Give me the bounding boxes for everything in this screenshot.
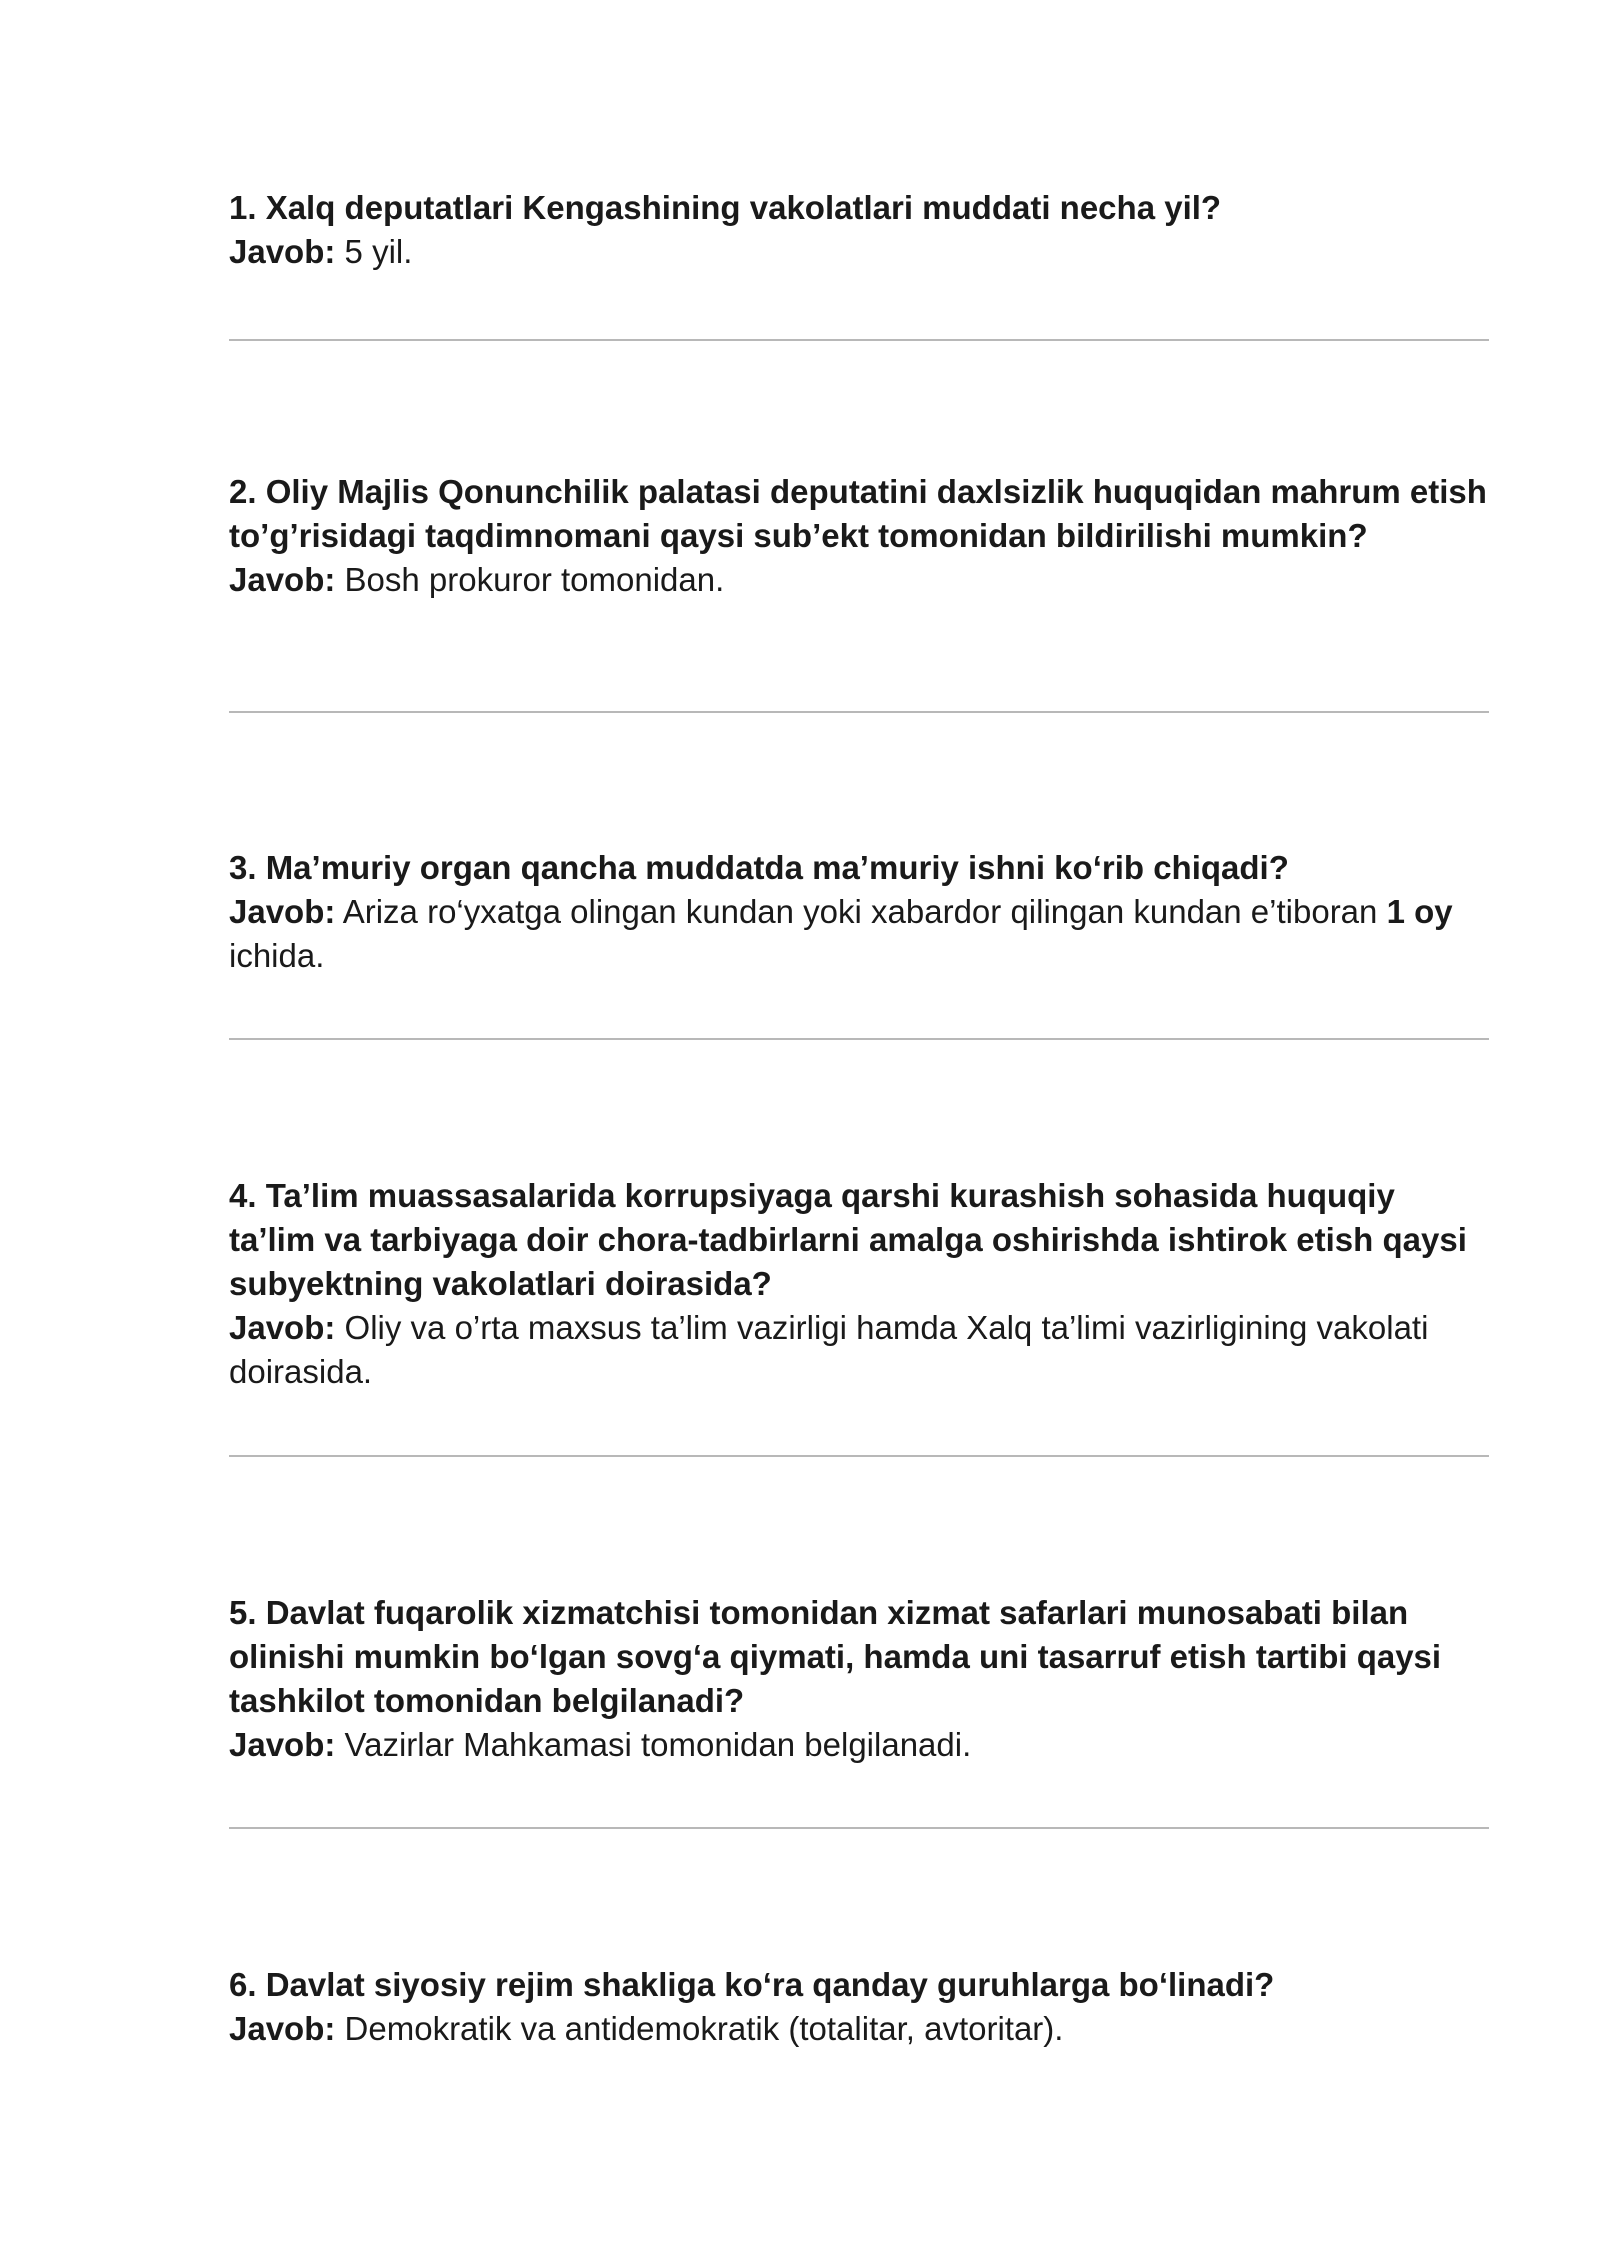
divider bbox=[229, 711, 1489, 713]
divider bbox=[229, 1827, 1489, 1829]
qa-item bbox=[229, 186, 1489, 274]
answer-text bbox=[229, 230, 1489, 274]
question-text: 2. Oliy Majlis Qonunchilik palatasi deputatini daxlsizlik huquqidan mahrum etish to’g’risidagi taqdimnomani qaysi sub’ekt tomonidan bildirilishi mumkin? bbox=[229, 473, 1487, 554]
answer-text bbox=[229, 1723, 1489, 1767]
answer-label: Javob: bbox=[229, 1309, 336, 1346]
answer-value: Bosh prokuror tomonidan. bbox=[335, 561, 725, 598]
answer-value-emphasis: 1 oy bbox=[1386, 893, 1453, 930]
qa-item bbox=[229, 846, 1489, 978]
answer-value: Ariza ro‘yxatga olingan kundan yoki xabardor qilingan kundan e’tiboran bbox=[335, 893, 1387, 930]
answer-value-end: ichida. bbox=[229, 937, 325, 974]
answer-label: Javob: bbox=[229, 893, 336, 930]
answer-label: Javob: bbox=[229, 2010, 336, 2047]
answer-label: Javob: bbox=[229, 233, 336, 270]
question-text: 4. Ta’lim muassasalarida korrupsiyaga qarshi kurashish sohasida huquqiy ta’lim va tarbiyaga doir chora-tadbirlarni amalga oshirishda ishtirok etish qaysi subyektning vakolatlari doirasida? bbox=[229, 1177, 1467, 1302]
answer-label: Javob: bbox=[229, 561, 336, 598]
question-text: 3. Ma’muriy organ qancha muddatda ma’muriy ishni ko‘rib chiqadi? bbox=[229, 849, 1289, 886]
qa-item bbox=[229, 1963, 1489, 2051]
qa-item bbox=[229, 470, 1489, 602]
divider bbox=[229, 1038, 1489, 1040]
question-text: 1. Xalq deputatlari Kengashining vakolatlari muddati necha yil? bbox=[229, 189, 1222, 226]
answer-text bbox=[229, 2007, 1489, 2051]
question-text: 5. Davlat fuqarolik xizmatchisi tomonidan xizmat safarlari munosabati bilan olinishi mumkin bo‘lgan sovg‘a qiymati, hamda uni tasarruf etish tartibi qaysi tashkilot tomonidan belgilanadi? bbox=[229, 1594, 1442, 1719]
answer-label: Javob: bbox=[229, 1726, 336, 1763]
divider bbox=[229, 1455, 1489, 1457]
answer-value: Demokratik va antidemokratik (totalitar, avtoritar). bbox=[335, 2010, 1064, 2047]
answer-text bbox=[229, 558, 1489, 602]
qa-item bbox=[229, 1174, 1489, 1394]
answer-text bbox=[229, 1306, 1489, 1394]
divider bbox=[229, 339, 1489, 341]
qa-item bbox=[229, 1591, 1489, 1767]
answer-value: 5 yil. bbox=[335, 233, 413, 270]
answer-text bbox=[229, 890, 1489, 978]
question-text: 6. Davlat siyosiy rejim shakliga ko‘ra qanday guruhlarga bo‘linadi? bbox=[229, 1966, 1275, 2003]
answer-value: Oliy va o’rta maxsus ta’lim vazirligi hamda Xalq ta’limi vazirligining vakolati doirasida. bbox=[229, 1309, 1429, 1390]
answer-value: Vazirlar Mahkamasi tomonidan belgilanadi. bbox=[335, 1726, 972, 1763]
